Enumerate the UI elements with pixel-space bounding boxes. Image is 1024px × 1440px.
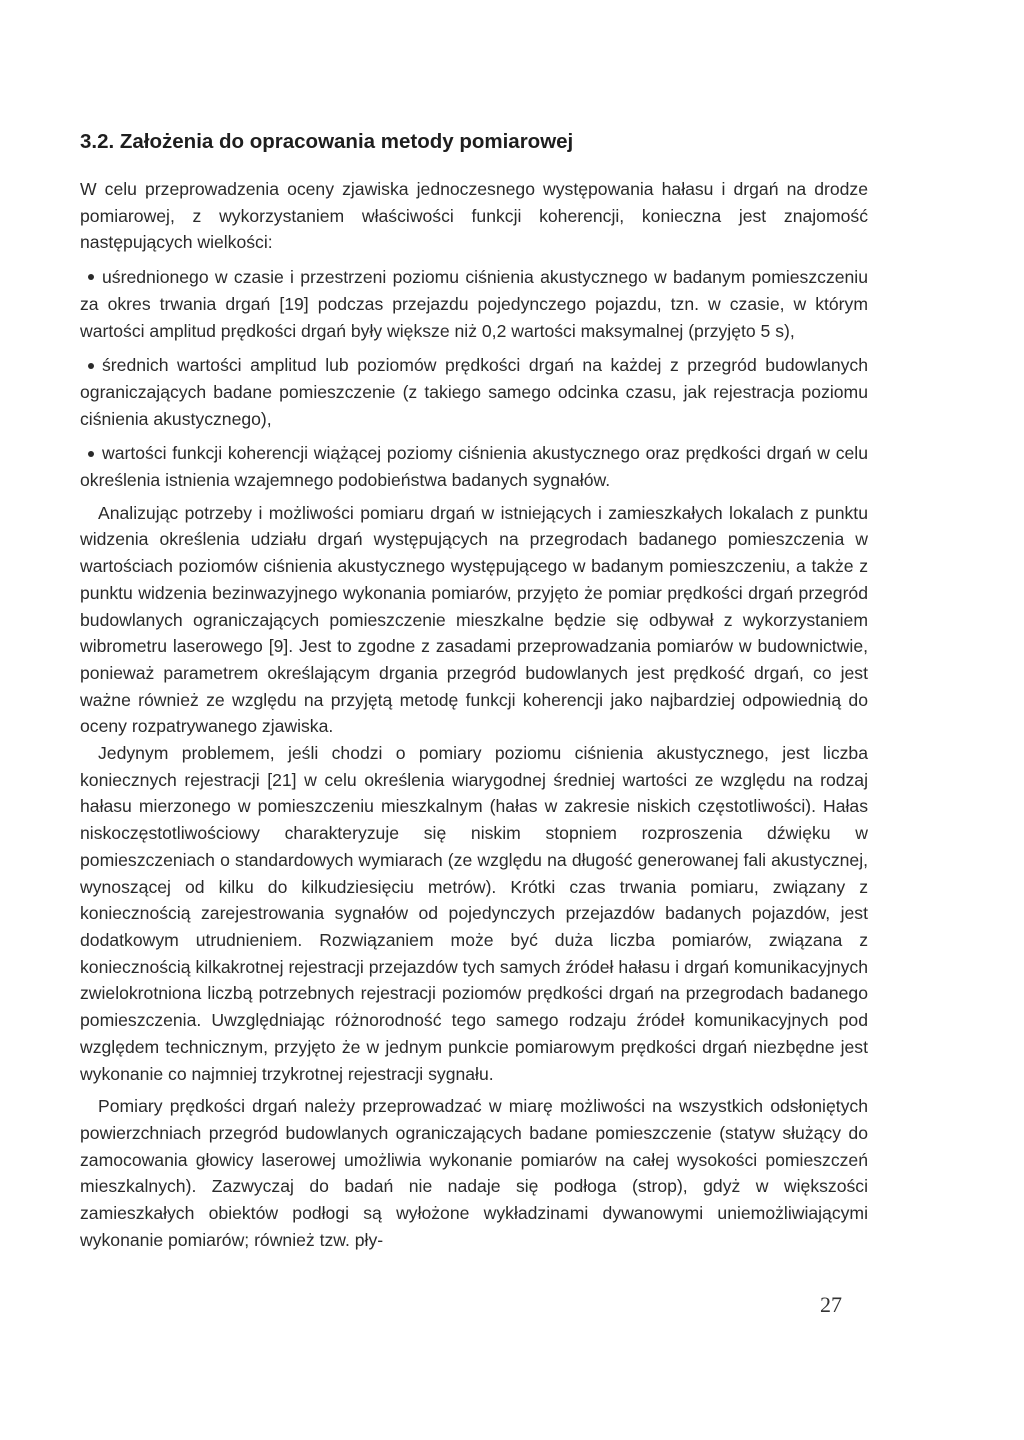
body-paragraph: Pomiary prędkości drgań należy przeprowadzać w miarę możliwości na wszystkich odsłoniętych powierzchniach przegród budowlanych ograniczających badane pomieszczenie (statyw służący do zamocowania głowicy laserowej umożliwia wykonanie pomiarów na całej wysokości pomieszczeń mieszkalnych). Zazwyczaj do badań nie nadaje się podłoga (strop), gdyż w większości zamieszkałych obiektów podłogi są wyłożone wykładzinami dywanowymi uniemożliwiającymi wykonanie pomiarów; również tzw. pły- (80, 1096, 868, 1250)
body-paragraph: Jedynym problemem, jeśli chodzi o pomiary poziomu ciśnienia akustycznego, jest liczba koniecznych rejestracji [21] w celu określenia wiarygodnej średniej wartości ze względu na rodzaj hałasu mierzonego w pomieszczeniu mieszkalnym (hałas w zakresie niskich częstotliwości). Hałas niskoczęstotliwościowy charakteryzuje się niskim stopniem rozproszenia dźwięku w pomieszczeniach o standardowych wymiarach (ze względu na długość generowanej fali akustycznej, wynoszącej od kilku do kilkudziesięciu metrów). Krótki czas trwania pomiaru, związany z koniecznością zarejestrowania sygnałów od pojedynczych przejazdów badanych pojazdów, jest dodatkowym utrudnieniem. Rozwiązaniem może być duża liczba pomiarów, związana z koniecznością kilkakrotnej rejestracji przejazdów tych samych źródeł hałasu i drgań komunikacyjnych zwielokrotniona liczbą potrzebnych rejestracji poziomów prędkości drgań na przegrodach badanego pomieszczenia. Uwzględniając różnorodność tego samego rodzaju źródeł komunikacyjnych pod względem technicznym, przyjęto że w jednym punkcie pomiarowym prędkości drgań niezbędne jest wykonanie co najmniej trzykrotnej rejestracji sygnału. (80, 743, 868, 1084)
bullet-item (80, 352, 868, 432)
bullet-dot-icon (88, 363, 94, 369)
bullet-item (80, 264, 868, 344)
bullet-dot-icon (88, 274, 94, 280)
bullet-text: wartości funkcji koherencji wiążącej poziomy ciśnienia akustycznego oraz prędkości drgań w celu określenia istnienia wzajemnego podobieństwa badanych sygnałów. (80, 443, 868, 491)
bullet-text: uśrednionego w czasie i przestrzeni poziomu ciśnienia akustycznego w badanym pomieszczeniu za okres trwania drgań [19] podczas przejazdu pojedynczego pojazdu, tzn. w czasie, w którym wartości amplitud prędkości drgań były większe niż 0,2 wartości maksymalnej (przyjęto 5 s), (80, 267, 868, 341)
bullet-text: średnich wartości amplitud lub poziomów prędkości drgań na każdej z przegród budowlanych ograniczających badane pomieszczenie (z takiego samego odcinka czasu, jak rejestracja poziomu ciśnienia akustycznego), (80, 355, 868, 429)
page-content (80, 128, 868, 1253)
body-paragraph: Analizując potrzeby i możliwości pomiaru drgań w istniejących i zamieszkałych lokalach z punktu widzenia określenia udziału drgań występujących na przegrodach badanego pomieszczenia w wartościach poziomów ciśnienia akustycznego występującego w badanym pomieszczeniu, a także z punktu widzenia bezinwazyjnego wykonania pomiarów, przyjęto że pomiar prędkości drgań przegród budowlanych ograniczających pomieszczenie mieszkalne będzie się odbywał z wykorzystaniem wibrometru laserowego [9]. Jest to zgodne z zasadami przeprowadzania pomiarów w budownictwie, ponieważ parametrem określającym drgania przegród budowlanych jest prędkość drgań, co jest ważne również ze względu na przyjętą metodę funkcji koherencji jako najbardziej odpowiednią do oceny rozpatrywanego zjawiska. (80, 502, 868, 737)
intro-paragraph: W celu przeprowadzenia oceny zjawiska jednoczesnego występowania hałasu i drgań na drodze pomiarowej, z wykorzystaniem właściwości funkcji koherencji, konieczna jest znajomość następujących wielkości: (80, 179, 868, 253)
section-title: 3.2. Założenia do opracowania metody pomiarowej (80, 130, 574, 153)
bullet-item (80, 440, 868, 493)
bullet-dot-icon (88, 451, 94, 457)
page-number: 27 (820, 1292, 842, 1317)
